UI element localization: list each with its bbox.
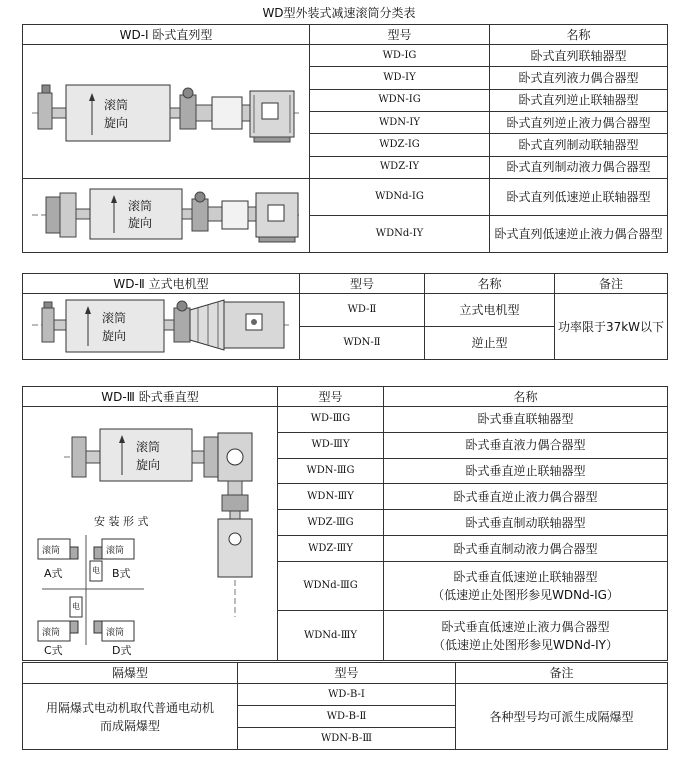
- horizontal-vertical-diagram: [24, 407, 277, 657]
- col-type-header: 隔爆型: [23, 663, 238, 684]
- model-cell: WDNd-ⅠY: [310, 216, 490, 253]
- page-title: WD型外装式减速滚筒分类表: [262, 6, 416, 20]
- install-d-label: D式: [111, 644, 131, 657]
- table-wd-i: [22, 24, 668, 253]
- model-cell: WDN-ⅠY: [310, 111, 490, 133]
- table-explosion-proof: [22, 662, 668, 750]
- col-note-header: 备注: [555, 274, 668, 294]
- vertical-motor-diagram: [24, 294, 299, 356]
- name-cell: 卧式直列低速逆止联轴器型: [490, 179, 668, 216]
- name-cell: 卧式直列逆止液力偶合器型: [490, 111, 668, 133]
- install-forms-title: 安 装 形 式: [93, 515, 148, 528]
- model-cell: WDN-ⅢG: [278, 458, 384, 484]
- col-model-header: 型号: [238, 663, 456, 684]
- svg-text:滚筒: 滚筒: [101, 311, 126, 325]
- model-cell: WDN-Ⅱ: [300, 327, 425, 360]
- name-cell: 卧式垂直联轴器型: [384, 407, 668, 433]
- svg-text:电: 电: [71, 602, 80, 611]
- diagram-wd-i: [23, 45, 310, 179]
- model-cell: WD-ⅢG: [278, 407, 384, 433]
- model-cell: WD-B-Ⅱ: [238, 706, 456, 728]
- svg-text:旋向: 旋向: [101, 329, 126, 343]
- drum-inline-diagram: [24, 45, 309, 175]
- svg-text:旋向: 旋向: [127, 216, 152, 230]
- model-cell: WDNd-ⅢY: [278, 611, 384, 661]
- name-cell: 卧式垂直逆止联轴器型: [384, 458, 668, 484]
- name-cell: 卧式直列低速逆止液力偶合器型: [490, 216, 668, 253]
- model-cell: WDZ-ⅠY: [310, 156, 490, 178]
- diagram-wd-ii: [23, 294, 300, 360]
- model-cell: WD-ⅢY: [278, 432, 384, 458]
- install-a-label: A式: [43, 567, 63, 580]
- name-line: 卧式垂直低速逆止联轴器型: [453, 570, 598, 585]
- name-cell: 卧式直列制动液力偶合器型: [490, 156, 668, 178]
- name-note-line: （低速逆止处图形参见WDNd-ⅠG）: [432, 588, 619, 603]
- diagram-wd-i-low-speed: [23, 179, 310, 253]
- name-cell: 卧式垂直液力偶合器型: [384, 432, 668, 458]
- name-cell: [384, 611, 668, 661]
- col-model-header: 型号: [310, 25, 490, 45]
- col-name-header: 名称: [490, 25, 668, 45]
- model-cell: WDN-ⅠG: [310, 89, 490, 111]
- svg-text:滚筒: 滚筒: [105, 546, 124, 556]
- name-note-line: （低速逆止处图形参见WDNd-ⅠY）: [433, 637, 618, 652]
- name-cell: 卧式垂直制动液力偶合器型: [384, 536, 668, 562]
- section-header-wd-iii: WD-Ⅲ 卧式垂直型: [23, 387, 278, 407]
- name-cell: 卧式垂直逆止液力偶合器型: [384, 484, 668, 510]
- name-line: 卧式垂直低速逆止液力偶合器型: [441, 619, 610, 634]
- model-cell: WDN-ⅢY: [278, 484, 384, 510]
- svg-text:滚筒: 滚筒: [127, 199, 152, 213]
- model-cell: WD-ⅠG: [310, 45, 490, 67]
- model-cell: WDZ-ⅠG: [310, 134, 490, 156]
- col-name-header: 名称: [384, 387, 668, 407]
- name-cell: [384, 561, 668, 611]
- svg-text:旋向: 旋向: [135, 458, 160, 472]
- model-cell: WD-B-Ⅰ: [238, 684, 456, 706]
- section-header-wd-ii: WD-Ⅱ 立式电机型: [23, 274, 300, 294]
- name-cell: 逆止型: [425, 327, 555, 360]
- model-cell: WDNd-ⅢG: [278, 561, 384, 611]
- model-cell: WD-ⅠY: [310, 67, 490, 89]
- section-header-wd-i: WD-Ⅰ 卧式直列型: [23, 25, 310, 45]
- description-line: 用隔爆式电动机取代普通电动机: [45, 700, 214, 715]
- note-cell: 功率限于37kW以下: [555, 294, 668, 360]
- svg-text:滚筒: 滚筒: [105, 628, 124, 638]
- description-line: 而成隔爆型: [99, 718, 160, 733]
- name-cell: 立式电机型: [425, 294, 555, 327]
- install-c-label: C式: [43, 644, 63, 657]
- install-b-label: B式: [111, 567, 131, 580]
- explosion-proof-description: [23, 684, 238, 750]
- model-cell: WDZ-ⅢY: [278, 536, 384, 562]
- model-cell: WDZ-ⅢG: [278, 510, 384, 536]
- col-name-header: 名称: [425, 274, 555, 294]
- svg-text:滚筒: 滚筒: [41, 546, 60, 556]
- table-wd-iii: [22, 386, 668, 661]
- svg-text:电: 电: [91, 566, 100, 575]
- svg-text:旋向: 旋向: [103, 116, 128, 130]
- svg-text:滚筒: 滚筒: [41, 628, 60, 638]
- note-cell: 各种型号均可派生成隔爆型: [456, 684, 668, 750]
- model-cell: WDNd-ⅠG: [310, 179, 490, 216]
- name-cell: 卧式直列逆止联轴器型: [490, 89, 668, 111]
- diagram-wd-iii: [23, 407, 278, 661]
- col-model-header: 型号: [300, 274, 425, 294]
- model-cell: WDN-B-Ⅲ: [238, 728, 456, 750]
- col-note-header: 备注: [456, 663, 668, 684]
- model-cell: WD-Ⅱ: [300, 294, 425, 327]
- name-cell: 卧式直列液力偶合器型: [490, 67, 668, 89]
- name-cell: 卧式垂直制动联轴器型: [384, 510, 668, 536]
- name-cell: 卧式直列制动联轴器型: [490, 134, 668, 156]
- svg-text:滚筒: 滚筒: [135, 440, 160, 454]
- drum-inline-low-speed-diagram: [24, 179, 309, 249]
- svg-text:滚筒: 滚筒: [103, 98, 128, 112]
- name-cell: 卧式直列联轴器型: [490, 45, 668, 67]
- table-wd-ii: [22, 273, 668, 360]
- col-model-header: 型号: [278, 387, 384, 407]
